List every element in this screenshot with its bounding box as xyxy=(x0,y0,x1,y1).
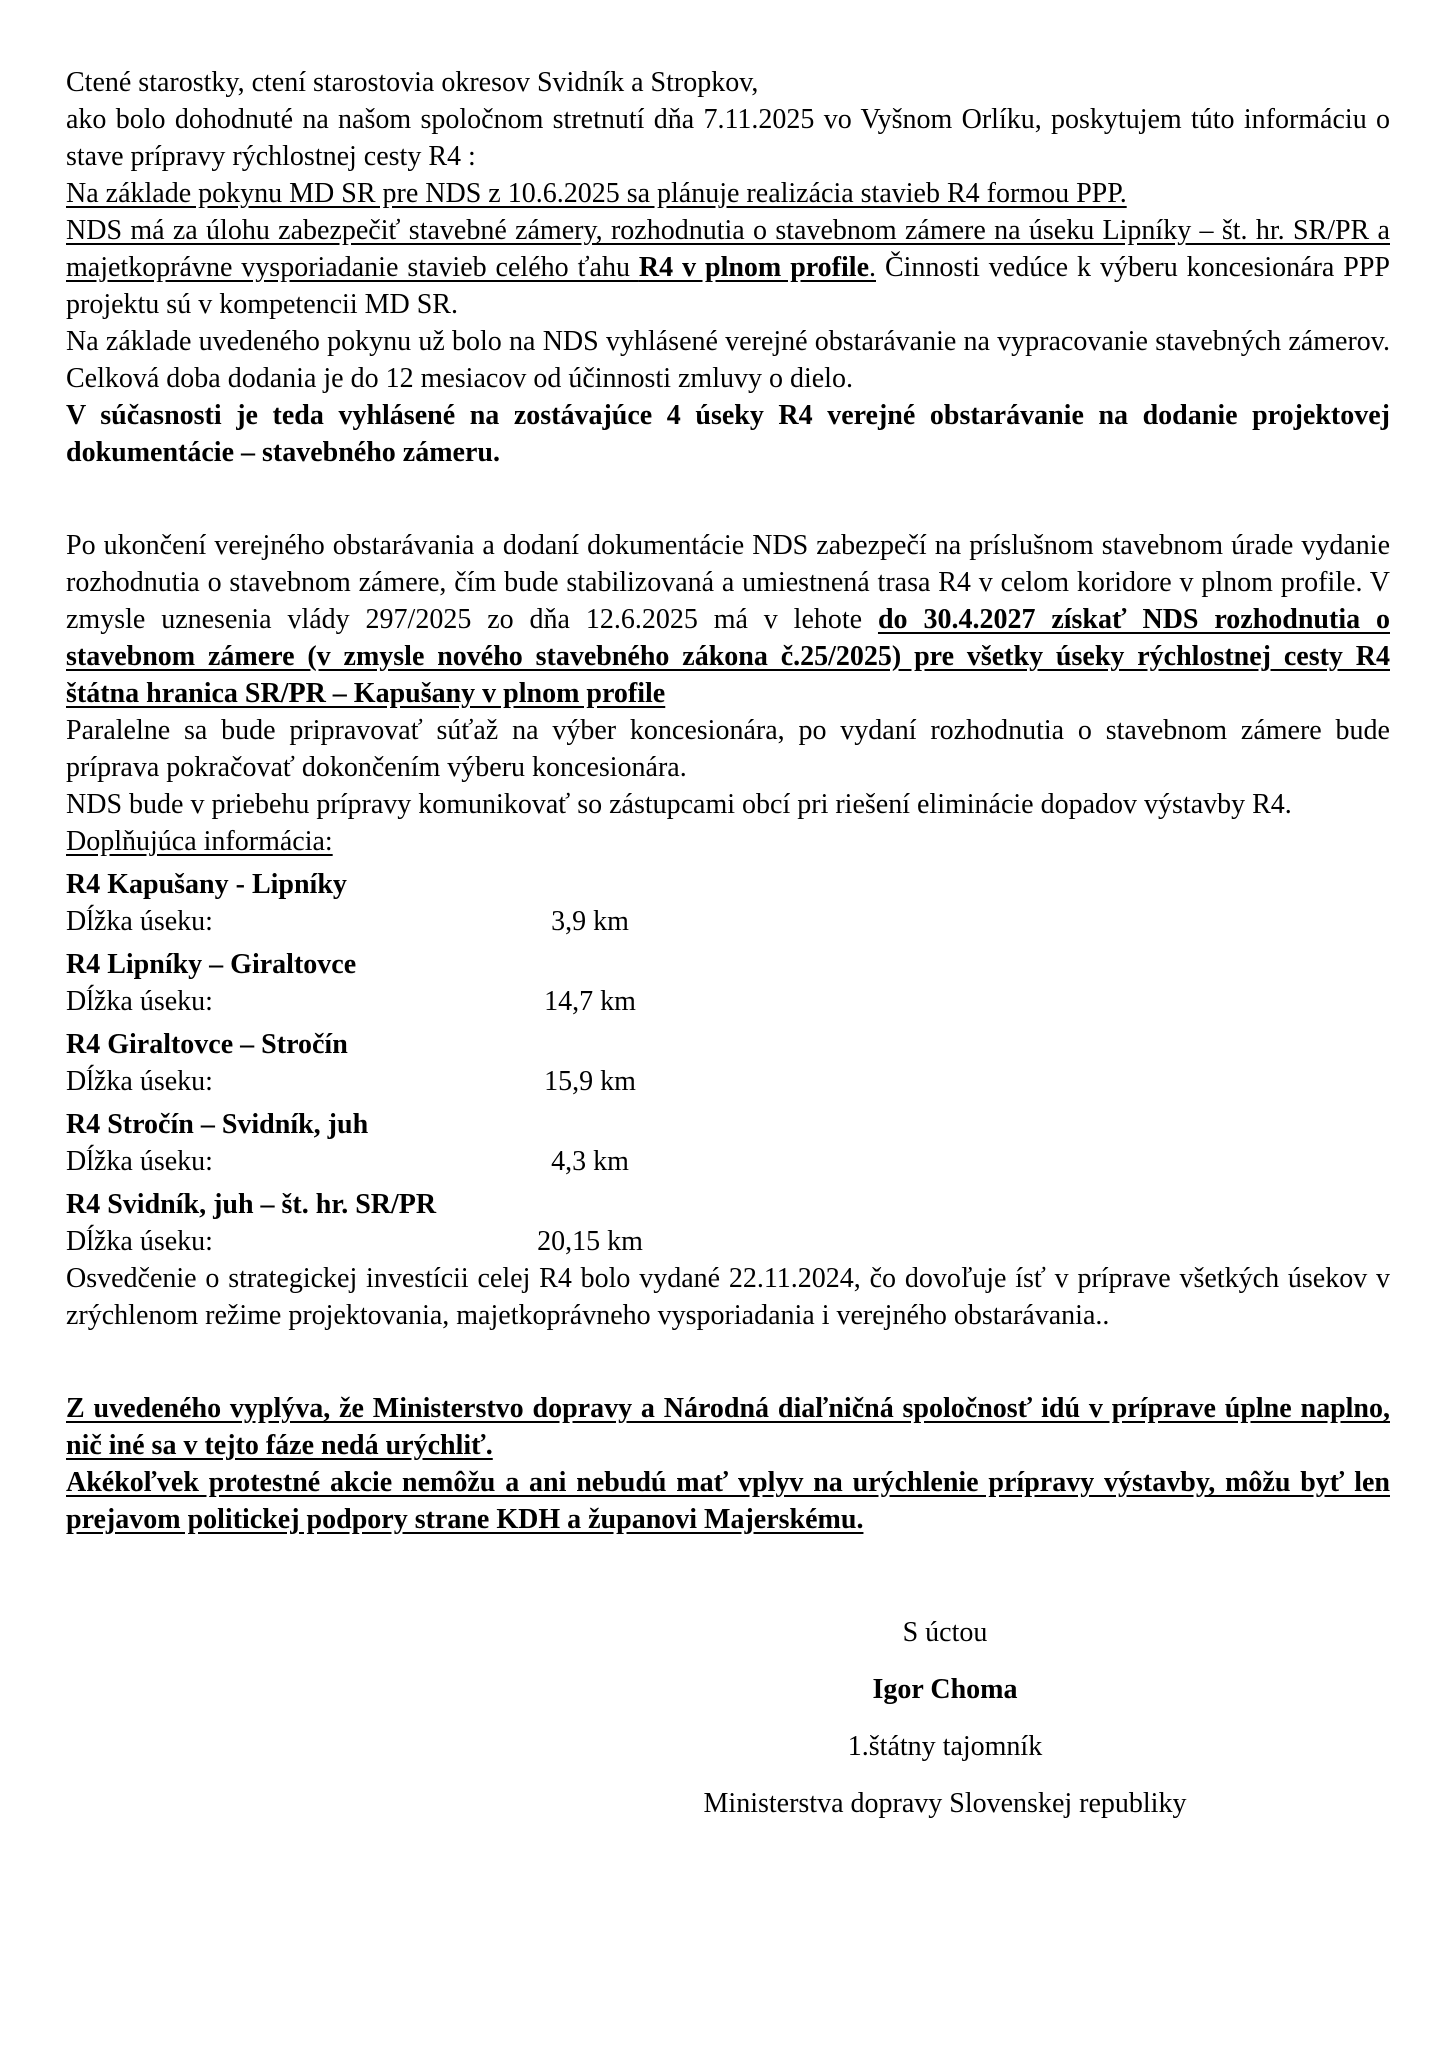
paragraph xyxy=(66,397,1390,471)
section-length-row xyxy=(66,1223,1390,1260)
paragraph xyxy=(66,1390,1390,1464)
text-run: NDS má za úlohu zabezpečiť stavebné zámery, rozhodnutia o stavebnom zámere na úseku Lipníky – št. hr. SR/PR a majetkoprávne vysporiadanie stavieb celého ťahu xyxy=(66,215,1390,283)
section-heading xyxy=(66,1026,1390,1063)
text-run: R4 Svidník, juh – št. hr. SR/PR xyxy=(66,1189,437,1220)
paragraph xyxy=(66,175,1390,212)
text-run: R4 Giraltovce – Stročín xyxy=(66,1029,348,1060)
paragraph xyxy=(66,712,1390,786)
letter-body xyxy=(66,64,1390,1538)
signature-block xyxy=(565,1614,1325,1822)
paragraph xyxy=(66,1260,1390,1334)
paragraph xyxy=(66,323,1390,397)
text-run: ako bolo dohodnuté na našom spoločnom stretnutí dňa 7.11.2025 vo Vyšnom Orlíku, poskytujem túto informáciu o stave prípravy rýchlostnej cesty R4 : xyxy=(66,104,1390,172)
section-length-label: Dĺžka úseku: xyxy=(66,1226,213,1257)
text-run: V súčasnosti je teda vyhlásené na zostávajúce 4 úseky R4 verejné obstarávanie na dodanie projektovej dokumentácie – stavebného zámeru. xyxy=(66,400,1390,468)
paragraph xyxy=(66,101,1390,175)
section-length-value: 4,3 km xyxy=(551,1146,629,1177)
text-run: Po ukončení verejného obstarávania a dodaní dokumentácie NDS zabezpečí na príslušnom stavebnom úrade vydanie rozhodnutia o stavebnom zámere, čím bude stabilizovaná a umiestnená trasa R4 v celom koridore v plnom profile. V zmysle uznesenia vlády 297/2025 zo dňa 12.6.2025 má v lehote xyxy=(66,530,1390,635)
section-length-value: 20,15 km xyxy=(537,1226,643,1257)
text-run: R4 Lipníky – Giraltovce xyxy=(66,949,357,980)
section-length-row xyxy=(66,903,1390,940)
signature-name: Igor Choma xyxy=(872,1674,1018,1705)
text-run: NDS bude v priebehu prípravy komunikovať so zástupcami obcí pri riešení eliminácie dopadov výstavby R4. xyxy=(66,789,1292,820)
section-length-row xyxy=(66,1143,1390,1180)
text-run: R4 v plnom profile xyxy=(638,252,869,283)
text-run: Doplňujúca informácia: xyxy=(66,826,333,857)
paragraph xyxy=(66,786,1390,823)
signature-title: 1.štátny tajomník xyxy=(847,1731,1043,1762)
text-run: Ctené starostky, ctení starostovia okresov Svidník a Stropkov, xyxy=(66,67,759,98)
section-length-row xyxy=(66,1063,1390,1100)
section-length-label: Dĺžka úseku: xyxy=(66,1146,213,1177)
section-heading xyxy=(66,946,1390,983)
section-length-label: Dĺžka úseku: xyxy=(66,906,213,937)
section-heading xyxy=(66,1106,1390,1143)
section-heading xyxy=(66,866,1390,903)
paragraph xyxy=(66,527,1390,712)
text-run: Na základe pokynu MD SR pre NDS z 10.6.2025 sa plánuje realizácia stavieb R4 formou PPP. xyxy=(66,178,1127,209)
text-run: R4 Stročín – Svidník, juh xyxy=(66,1109,369,1140)
text-run: do 30.4.2027 získať NDS rozhodnutia o stavebnom zámere (v zmysle nového stavebného zákona č.25/2025) pre všetky úseky rýchlostnej cesty R4 štátna hranica SR/PR – Kapušany v plnom profile xyxy=(66,604,1390,709)
text-run: R4 Kapušany - Lipníky xyxy=(66,869,347,900)
text-run: Osvedčenie o strategickej investícii celej R4 bolo vydané 22.11.2024, čo dovoľuje ísť v príprave všetkých úsekov v zrýchlenom režime projektovania, majetkoprávneho vysporiadania i verejného obstarávania.. xyxy=(66,1263,1390,1331)
paragraph xyxy=(66,823,1390,860)
section-heading xyxy=(66,1186,1390,1223)
section-length-label: Dĺžka úseku: xyxy=(66,1066,213,1097)
section-length-value: 14,7 km xyxy=(544,986,636,1017)
text-run: Paralelne sa bude pripravovať súťaž na výber koncesionára, po vydaní rozhodnutia o stavebnom zámere bude príprava pokračovať dokončením výberu koncesionára. xyxy=(66,715,1390,783)
text-run: Činnosti vedúce k výberu koncesionára PPP projektu sú v kompetencii MD SR. xyxy=(66,252,1391,320)
section-length-value: 15,9 km xyxy=(544,1066,636,1097)
paragraph xyxy=(66,64,1390,101)
text-run: Z uvedeného vyplýva, že Ministerstvo dopravy a Národná diaľničná spoločnosť idú v príprave úplne naplno, nič iné sa v tejto fáze nedá urýchliť. xyxy=(66,1393,1390,1461)
paragraph xyxy=(66,1464,1390,1538)
text-run: Na základe uvedeného pokynu už bolo na NDS vyhlásené verejné obstarávanie na vypracovanie stavebných zámerov. Celková doba dodania je do 12 mesiacov od účinnosti zmluvy o dielo. xyxy=(66,326,1390,394)
text-run: . xyxy=(869,252,876,283)
signature-closing: S úctou xyxy=(902,1617,988,1648)
text-run: Akékoľvek protestné akcie nemôžu a ani nebudú mať vplyv na urýchlenie prípravy výstavby, môžu byť len prejavom politickej podpory strane KDH a županovi Majerskému. xyxy=(66,1467,1390,1535)
section-length-value: 3,9 km xyxy=(551,906,629,937)
section-length-label: Dĺžka úseku: xyxy=(66,986,213,1017)
section-length-row xyxy=(66,983,1390,1020)
signature-org: Ministerstva dopravy Slovenskej republiky xyxy=(703,1788,1187,1819)
paragraph xyxy=(66,212,1390,323)
